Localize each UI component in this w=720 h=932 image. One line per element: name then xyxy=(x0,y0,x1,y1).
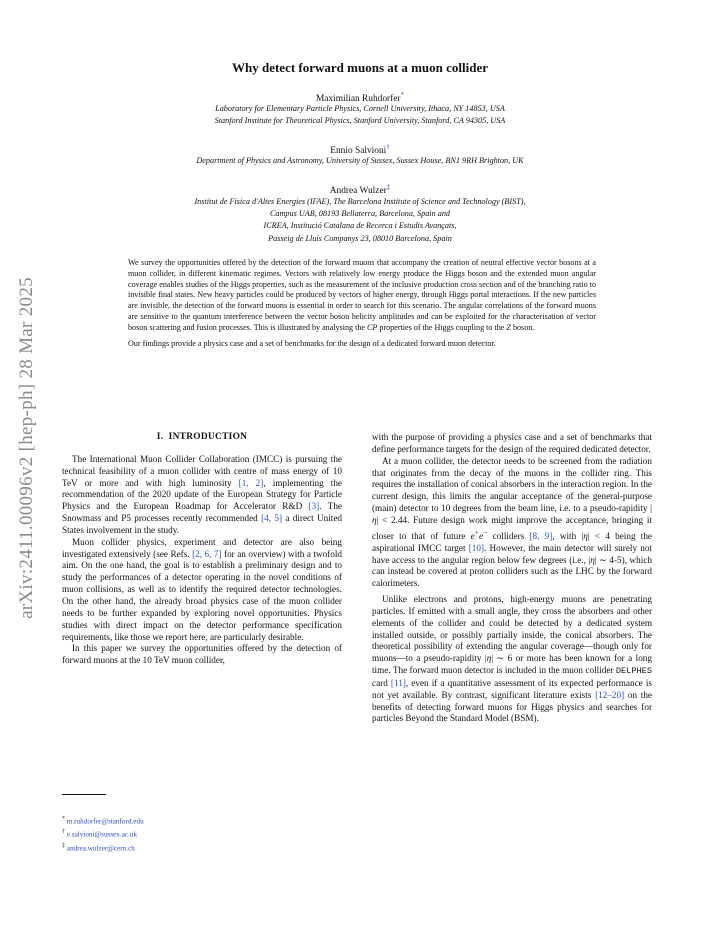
arxiv-sidebar xyxy=(8,248,46,648)
author-3 xyxy=(0,183,720,196)
author-2-name: Ennio Salvioni xyxy=(330,146,387,157)
arxiv-identifier: arXiv:2411.00096v2 [hep-ph] 28 Mar 2025 xyxy=(16,277,37,619)
citation-link[interactable]: [10] xyxy=(468,542,485,553)
citation-link[interactable]: [1, 2] xyxy=(238,477,264,488)
section-title: INTRODUCTION xyxy=(168,432,248,442)
citation-link[interactable]: [8, 9] xyxy=(529,530,553,541)
body-paragraph-3: In this paper we survey the opportunities offered by the detection of forward muons at the 10 TeV muon collider, xyxy=(62,643,342,666)
author-3-affiliation-3: ICREA, Institució Catalana de Recerca i Estudis Avançats, xyxy=(263,221,457,230)
footnote-2-email[interactable]: e.salvioni@sussex.ac.uk xyxy=(66,830,138,839)
citation-link[interactable]: [2, 6, 7] xyxy=(192,548,222,559)
footnote-rule xyxy=(62,794,106,795)
citation-link[interactable]: [11] xyxy=(390,677,406,688)
body-paragraph-1: The International Muon Collider Collaboration (IMCC) is pursuing the technical feasibility of a muon collider with centre of mass energy of 10 TeV or more and with high luminosity [1, 2], implementing the recommendation of the 2020 update of the European Strategy for Particle Physics and the European Roadmap for Accelerator R&D [3]. The Snowmass and P5 processes recently recommended [4, 5] a direct United States involvement in the study. xyxy=(62,453,343,535)
citation-link[interactable]: [4, 5] xyxy=(261,513,283,524)
footnote-3 xyxy=(62,841,144,854)
abstract xyxy=(128,258,596,354)
footnote-3-mark: ‡ xyxy=(62,842,65,849)
section-number: I. xyxy=(156,432,164,442)
author-2-affiliation-1: Department of Physics and Astronomy, University of Sussex, Sussex House, BN1 9RH Brighton, UK xyxy=(196,156,524,165)
citation-link[interactable]: [3] xyxy=(308,501,320,512)
abstract-paragraph-1: We survey the opportunities offered by the detection of the forward muons that accompany the creation of neutral effective vector bosons at a muon collider, in different kinematic regimes. Vectors with relatively low energy produce the Higgs boson and the extended muon angular coverage enables studies of the Higgs properties, such as the measurement of the inclusive production cross section and of the branching ratio to invisible final states. New heavy particles could be produced by vectors of higher energy, through Higgs portal interactions. If the new particles are invisible, the detection of the forward muons is essential in order to search for this scenario. The angular correlations of the forward muons are sensitive to the quantum interference between the vector boson helicity amplitudes and can be exploited for the characterisation of vector boson scattering and fusion processes. This is illustrated by analysing the CP properties of the Higgs coupling to the Z boson. xyxy=(128,258,596,332)
footnote-1-mark: * xyxy=(62,816,65,822)
abstract-paragraph-2: Our findings provide a physics case and a set of benchmarks for the design of a dedicated forward muon detector. xyxy=(128,338,496,348)
author-3-affiliation-1: Institut de Física d'Altes Energies (IFAE), The Barcelona Institute of Science and Technology (BIST), xyxy=(194,197,526,206)
left-column xyxy=(62,432,342,667)
author-2 xyxy=(0,143,720,156)
author-1-name: Maximilian Ruhdorfer xyxy=(315,94,401,105)
right-column xyxy=(372,432,652,725)
body-paragraph-2: Muon collider physics, experiment and detector are also being investigated extensively (see Refs. [2, 6, 7] for an overview) with a twofold aim. On the one hand, the goal is to establish a preliminary design and to study the performances of a detector operating in the novel conditions of muon collisions, as well as to identify the required detector technologies. On the other hand, the already broad physics case of the muon collider needs to be further expanded by exploring novel opportunities. Physics studies with direct impact on the detector performance specification requirements, like those we report here, are particularly desirable. xyxy=(62,536,343,642)
author-3-affiliation-4: Passeig de Lluís Companys 23, 08010 Barcelona, Spain xyxy=(268,234,452,243)
body-paragraph-5: At a muon collider, the detector needs to be screened from the radiation that originates from the decay of the muons in the collider ring. This requires the installation of conical absorbers in the interaction region. In the current design, this limits the angular acceptance of the general-purpose (main) detector to 10 degrees from the beam line, i.e. to a pseudo-rapidity |η| < 2.44. Future design work might improve the acceptance, bringing it closer to that of future e+e− colliders [8, 9], with |η| < 4 being the aspirational IMCC target [10]. However, the main detector will surely not have access to the angular region below few degrees (i.e., |η| ∼ 4-5), which can instead be covered at proton colliders such as the LHC by the forward calorimeters. xyxy=(372,455,653,589)
author-3-name: Andrea Wulzer xyxy=(329,186,387,197)
author-1-affiliation-1: Laboratory for Elementary Particle Physics, Cornell University, Ithaca, NY 14853, USA xyxy=(215,104,505,113)
footnote-2-mark: † xyxy=(62,829,65,836)
footnote-1 xyxy=(62,814,144,827)
footnote-1-email[interactable]: m.ruhdorfer@stanford.edu xyxy=(66,817,144,826)
paper-title: Why detect forward muons at a muon collider xyxy=(231,60,488,75)
citation-link[interactable]: [12–20] xyxy=(595,689,625,700)
body-paragraph-4: with the purpose of providing a physics case and a set of benchmarks that define performance targets for the design of the required dedicated detector. xyxy=(372,432,652,454)
author-2-mark[interactable]: † xyxy=(386,143,390,151)
footnote-3-email[interactable]: andrea.wulzer@cern.ch xyxy=(66,844,135,853)
author-1-affiliation-2: Stanford Institute for Theoretical Physics, Stanford University, Stanford, CA 94305, USA xyxy=(214,116,506,125)
author-3-affiliation-2: Campus UAB, 08193 Bellaterra, Barcelona, Spain and xyxy=(269,209,451,218)
section-heading xyxy=(62,432,342,444)
author-3-mark[interactable]: ‡ xyxy=(386,183,391,191)
author-1-mark[interactable]: * xyxy=(400,91,405,99)
body-paragraph-6: Unlike electrons and protons, high-energy muons are penetrating particles. If emitted with a small angle, they cross the absorbers and other elements of the collider and could be detected by a dedicated system installed outside, or possibly partially inside, the conical absorbers. The theoretical possibility of extending the angular coverage—though only for muons—to a pseudo-rapidity |η| ∼ 6 or more has been known for a long time. The forward muon detector is included in the muon collider DELPHES card [11], even if a quantitative assessment of its expected performance is not yet available. By contrast, significant literature exists [12–20] on the benefits of detecting forward muons for Higgs physics and searches for particles Beyond the Standard Model (BSM). xyxy=(372,594,652,724)
footnote-2 xyxy=(62,827,144,840)
author-1 xyxy=(0,91,720,104)
footnotes xyxy=(62,814,144,854)
